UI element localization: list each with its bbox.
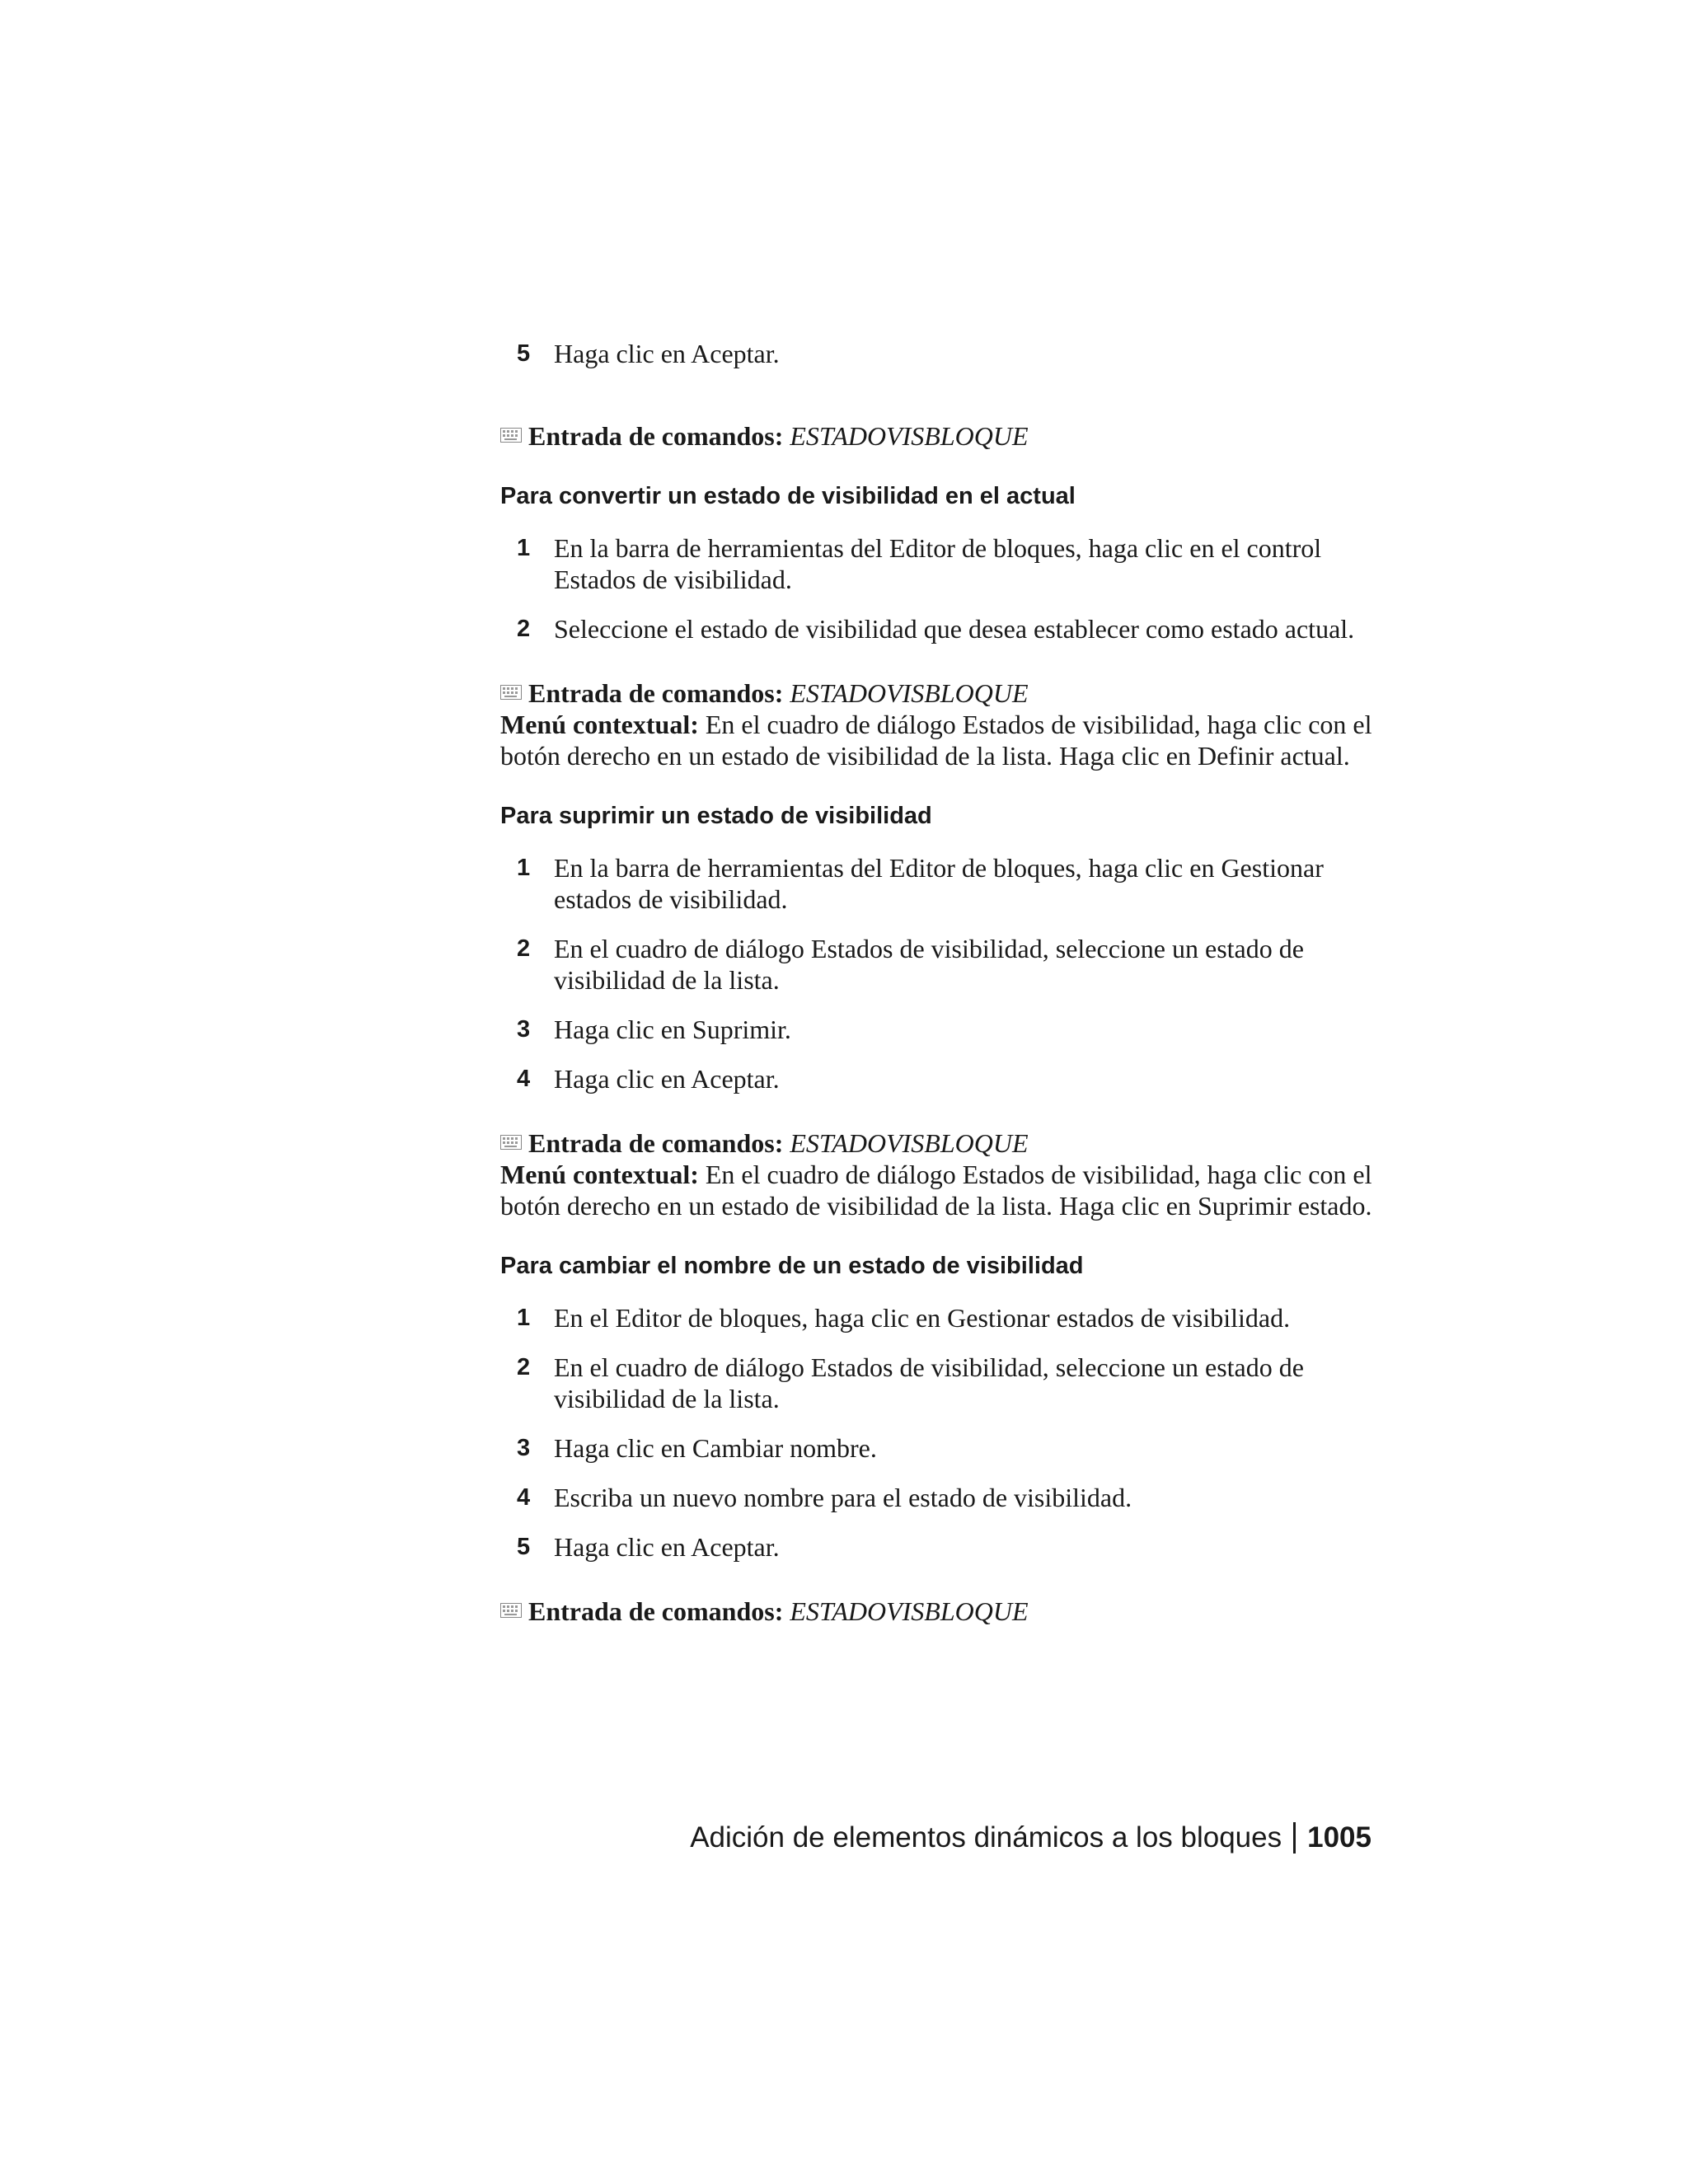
command-label: Entrada de comandos: (528, 1596, 784, 1626)
command-label: Entrada de comandos: (528, 421, 784, 451)
list-item (500, 852, 1374, 915)
step-text: En la barra de herramientas del Editor de bloques, haga clic en el control Estados de visibilidad. (554, 533, 1322, 594)
step-text: Seleccione el estado de visibilidad que desea establecer como estado actual. (554, 614, 1355, 644)
context-menu-text: En el cuadro de diálogo Estados de visibilidad, haga clic con el botón derecho en un estado de visibilidad de la lista. Haga clic en Definir actual. (500, 710, 1372, 771)
command-value: ESTADOVISBLOQUE (790, 1128, 1029, 1158)
step-number: 4 (517, 1484, 531, 1511)
step-text: En el cuadro de diálogo Estados de visibilidad, seleccione un estado de visibilidad de la lista. (554, 1352, 1304, 1413)
command-entry (500, 677, 1374, 709)
step-number: 3 (517, 1016, 531, 1043)
section-heading: Para convertir un estado de visibilidad en el actual (500, 483, 1076, 509)
command-label: Entrada de comandos: (528, 1128, 784, 1158)
list-item (500, 613, 1374, 644)
context-menu-note (500, 1159, 1374, 1221)
command-value: ESTADOVISBLOQUE (790, 678, 1029, 708)
step-text: En el Editor de bloques, haga clic en Gestionar estados de visibilidad. (554, 1303, 1291, 1333)
command-value: ESTADOVISBLOQUE (790, 421, 1029, 451)
keyboard-icon (500, 1603, 522, 1618)
page-content (500, 338, 1374, 1627)
list-item (500, 1432, 1374, 1464)
step-text: Haga clic en Aceptar. (554, 339, 780, 368)
step-number: 5 (517, 1534, 531, 1560)
step-number: 4 (517, 1066, 531, 1092)
command-entry (500, 420, 1374, 452)
list-item (500, 1302, 1374, 1333)
step-number: 1 (517, 1305, 531, 1331)
step-number: 1 (517, 535, 531, 561)
list-item (500, 1014, 1374, 1045)
command-entry (500, 1127, 1374, 1159)
context-menu-label: Menú contextual: (500, 1160, 699, 1189)
context-menu-note (500, 709, 1374, 771)
step-number: 2 (517, 935, 531, 962)
list-item (500, 338, 1374, 369)
section-heading: Para suprimir un estado de visibilidad (500, 803, 932, 829)
list-item (500, 933, 1374, 996)
step-text: Escriba un nuevo nombre para el estado de visibilidad. (554, 1483, 1132, 1512)
footer-divider (1293, 1822, 1296, 1854)
step-text: En la barra de herramientas del Editor de bloques, haga clic en Gestionar estados de visibilidad. (554, 853, 1324, 914)
footer-title: Adición de elementos dinámicos a los bloques (690, 1821, 1282, 1854)
command-entry (500, 1596, 1374, 1627)
keyboard-icon (500, 1135, 522, 1150)
list-item (500, 1482, 1374, 1513)
step-text: Haga clic en Cambiar nombre. (554, 1433, 877, 1463)
keyboard-icon (500, 428, 522, 443)
step-number: 2 (517, 616, 531, 642)
context-menu-label: Menú contextual: (500, 710, 699, 739)
list-item (500, 1352, 1374, 1414)
step-text: En el cuadro de diálogo Estados de visibilidad, seleccione un estado de visibilidad de la lista. (554, 934, 1304, 995)
step-text: Haga clic en Suprimir. (554, 1015, 791, 1044)
step-number: 5 (517, 340, 531, 367)
context-menu-text: En el cuadro de diálogo Estados de visibilidad, haga clic con el botón derecho en un estado de visibilidad de la lista. Haga clic en Suprimir estado. (500, 1160, 1372, 1221)
step-text: Haga clic en Aceptar. (554, 1532, 780, 1562)
step-number: 2 (517, 1354, 531, 1380)
list-item (500, 1531, 1374, 1563)
command-label: Entrada de comandos: (528, 678, 784, 708)
step-text: Haga clic en Aceptar. (554, 1064, 780, 1094)
section-heading: Para cambiar el nombre de un estado de visibilidad (500, 1253, 1084, 1279)
list-item (500, 1063, 1374, 1094)
command-value: ESTADOVISBLOQUE (790, 1596, 1029, 1626)
step-number: 1 (517, 855, 531, 881)
page-number: 1005 (1307, 1821, 1372, 1854)
list-item (500, 532, 1374, 595)
page-footer (690, 1820, 1372, 1856)
step-number: 3 (517, 1435, 531, 1461)
keyboard-icon (500, 685, 522, 700)
